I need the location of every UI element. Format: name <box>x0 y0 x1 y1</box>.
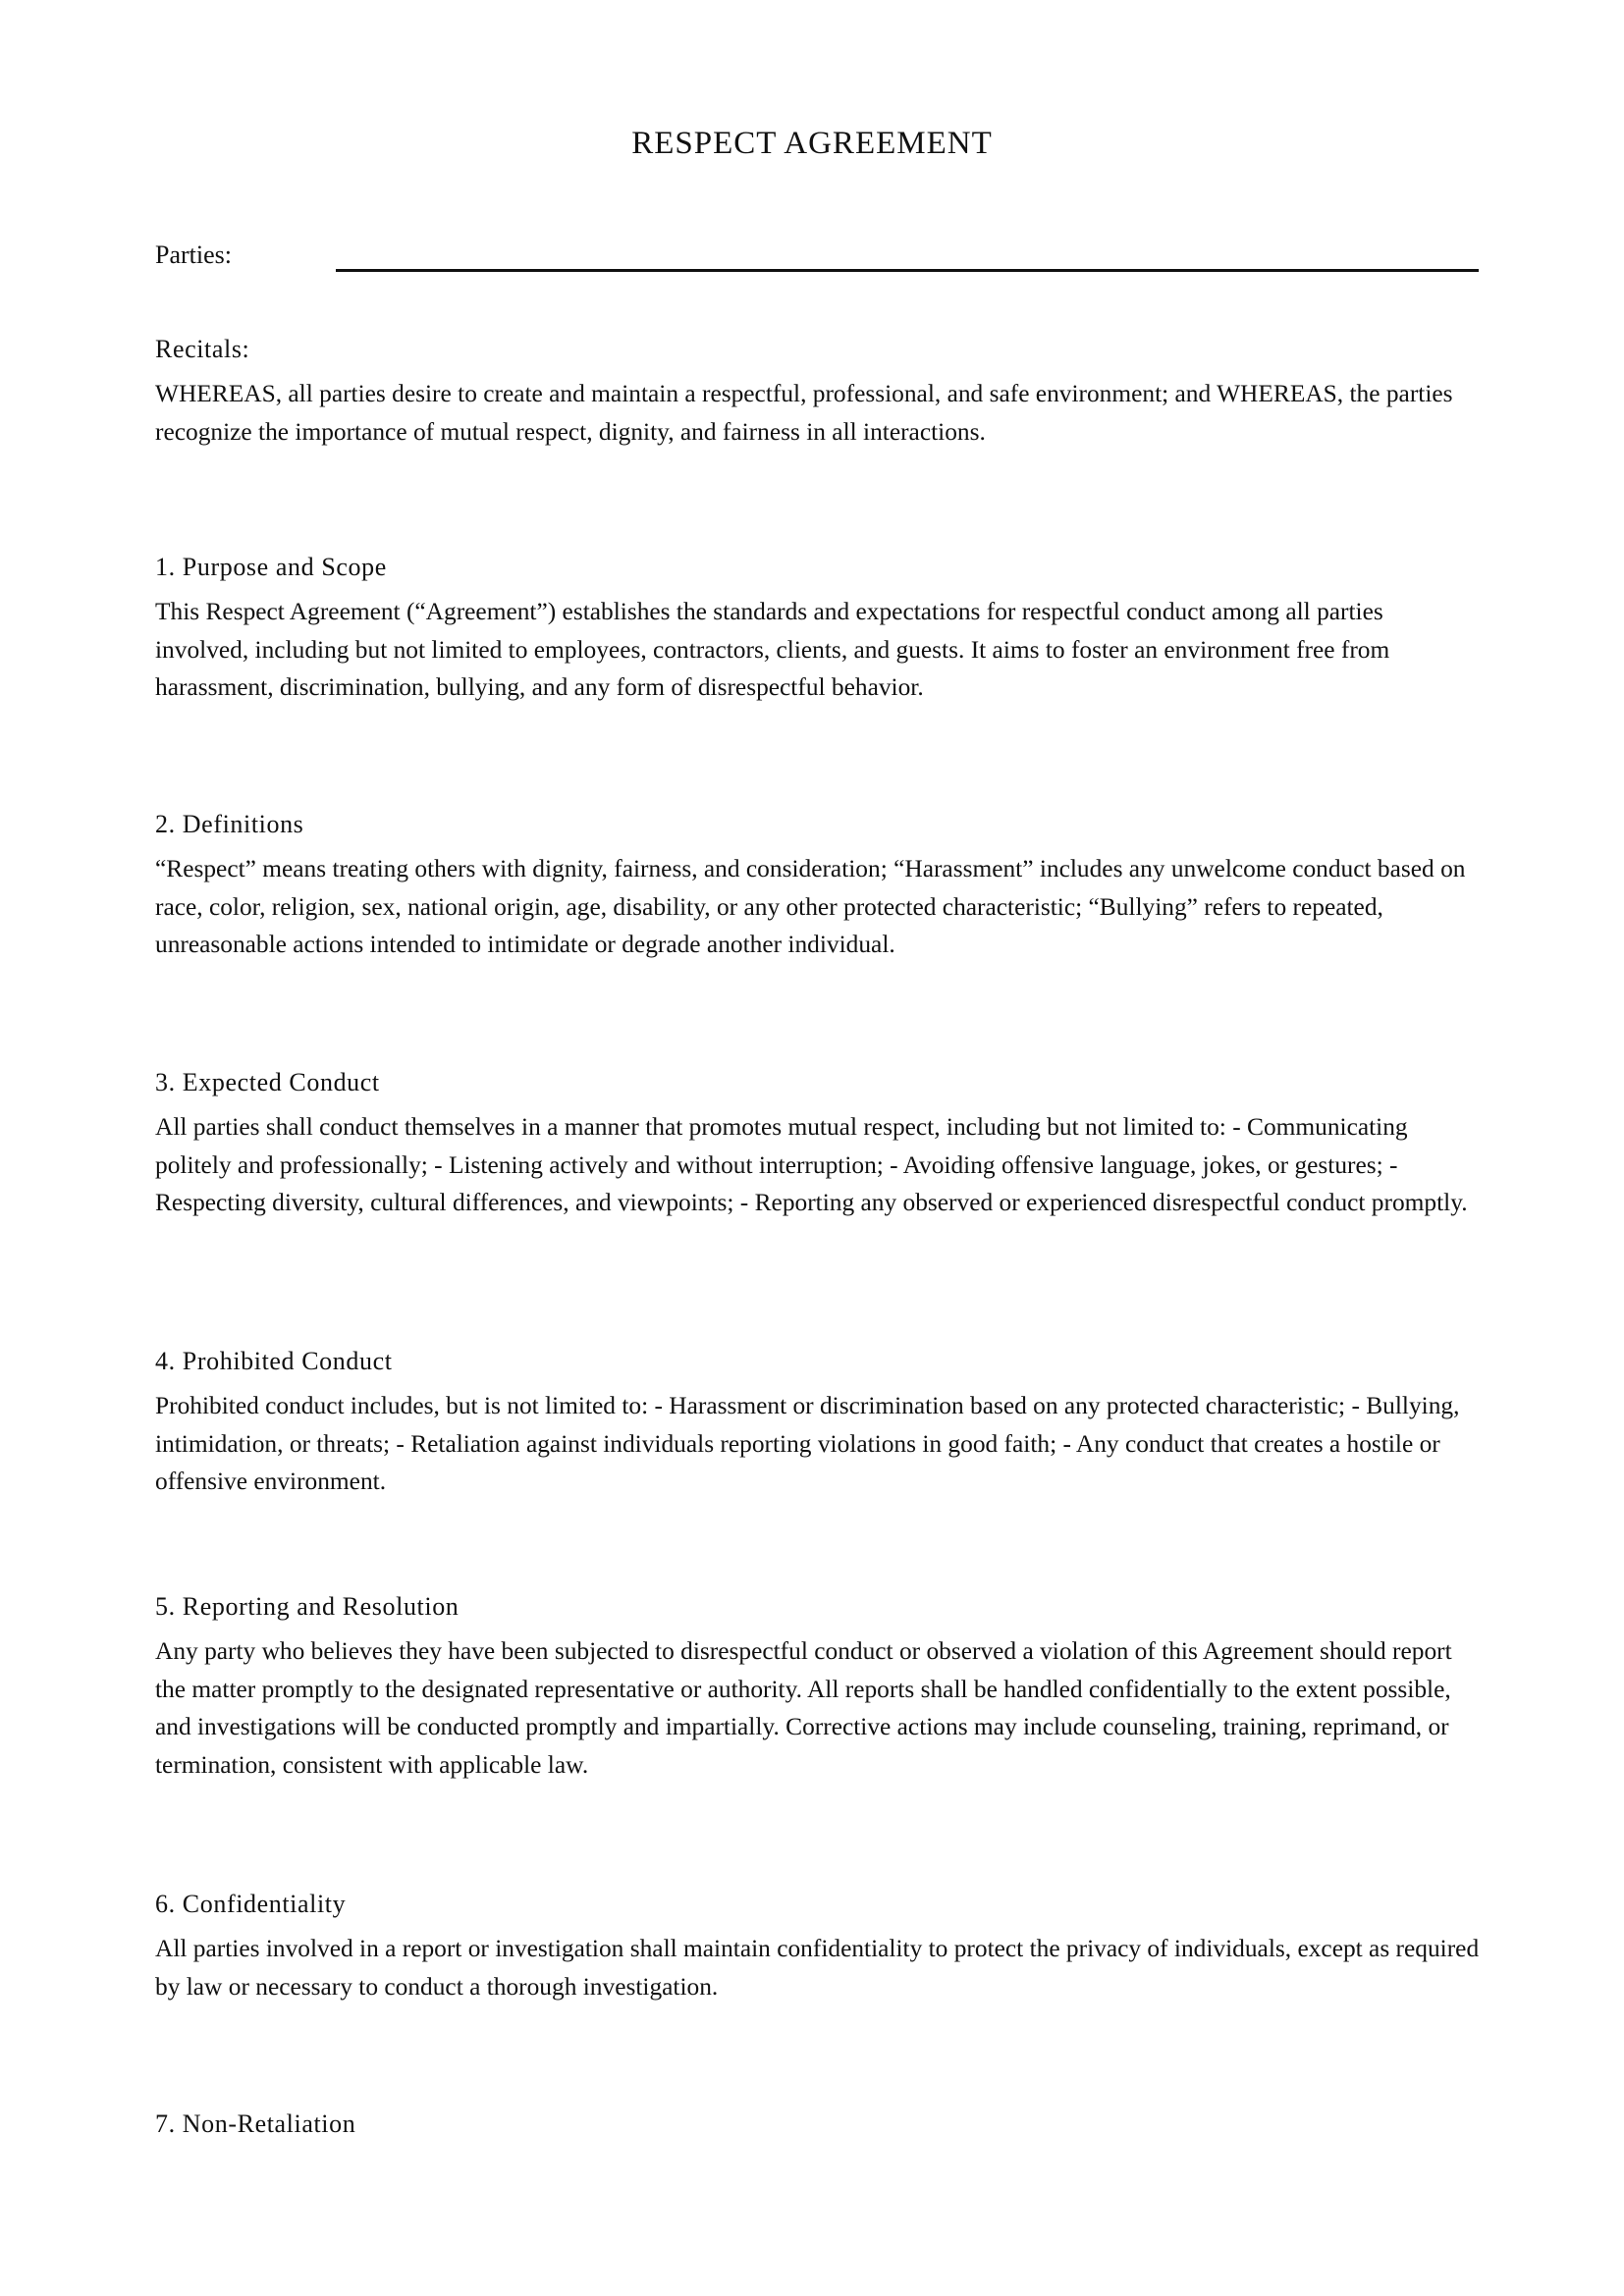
section-text: All parties involved in a report or investigation shall maintain confidentiality to protect the privacy of individuals, except as required by law or necessary to conduct a thorough investigation. <box>155 1935 1480 2001</box>
section-text: Any party who believes they have been subjected to disrespectful conduct or observed a violation of this Agreement should report the matter promptly to the designated representative or authority. All reports shall be handled confidentially to the extent possible, and investigations will be conducted promptly and impartially. Corrective actions may include counseling, training, reprimand, or termination, consistent with applicable law. <box>155 1637 1452 1779</box>
section-heading: 2. Definitions <box>155 810 304 838</box>
recitals-text: WHEREAS, all parties desire to create and maintain a respectful, professional, and safe environment; and WHEREAS, the parties recognize the importance of mutual respect, dignity, and fairness in all interactions. <box>155 380 1453 446</box>
section-reporting-and-resolution <box>155 1589 1481 1784</box>
recitals-section <box>155 332 1481 451</box>
section-heading: 5. Reporting and Resolution <box>155 1592 460 1621</box>
section-heading: 3. Expected Conduct <box>155 1068 380 1096</box>
section-text: All parties shall conduct themselves in a manner that promotes mutual respect, including but not limited to: - Communicating politely and professionally; - Listening actively and without interruption; - Avoiding offensive language, jokes, or gestures; - Respecting diversity, cultural differences, and viewpoints; - Reporting any observed or experienced disrespectful conduct promptly. <box>155 1113 1468 1216</box>
document-title: RESPECT AGREEMENT <box>631 126 993 161</box>
section-non-retaliation <box>155 2107 1481 2150</box>
section-heading: 7. Non-Retaliation <box>155 2109 356 2138</box>
section-text: Prohibited conduct includes, but is not limited to: - Harassment or discrimination based on any protected characteristic; - Bullying, intimidation, or threats; - Retaliation against individuals reporting violations in good faith; - Any conduct that creates a hostile or offensive environment. <box>155 1392 1460 1495</box>
section-confidentiality <box>155 1887 1481 2005</box>
section-definitions <box>155 807 1481 964</box>
parties-signature-line <box>336 269 1479 272</box>
section-text: “Respect” means treating others with dignity, fairness, and consideration; “Harassment” includes any unwelcome conduct based on race, color, religion, sex, national origin, age, disability, or any other protected characteristic; “Bullying” refers to repeated, unreasonable actions intended to intimidate or degrade another individual. <box>155 855 1466 958</box>
section-text: This Respect Agreement (“Agreement”) establishes the standards and expectations for respectful conduct among all parties involved, including but not limited to employees, contractors, clients, and guests. It aims to foster an environment free from harassment, discrimination, bullying, and any form of disrespectful behavior. <box>155 598 1390 701</box>
section-heading: 4. Prohibited Conduct <box>155 1347 393 1375</box>
section-heading: 1. Purpose and Scope <box>155 553 387 581</box>
section-prohibited-conduct <box>155 1344 1481 1501</box>
section-expected-conduct <box>155 1065 1481 1222</box>
section-purpose-and-scope <box>155 550 1481 707</box>
section-heading: 6. Confidentiality <box>155 1890 347 1918</box>
parties-label: Parties: <box>155 240 232 269</box>
recitals-heading: Recitals: <box>155 335 250 363</box>
